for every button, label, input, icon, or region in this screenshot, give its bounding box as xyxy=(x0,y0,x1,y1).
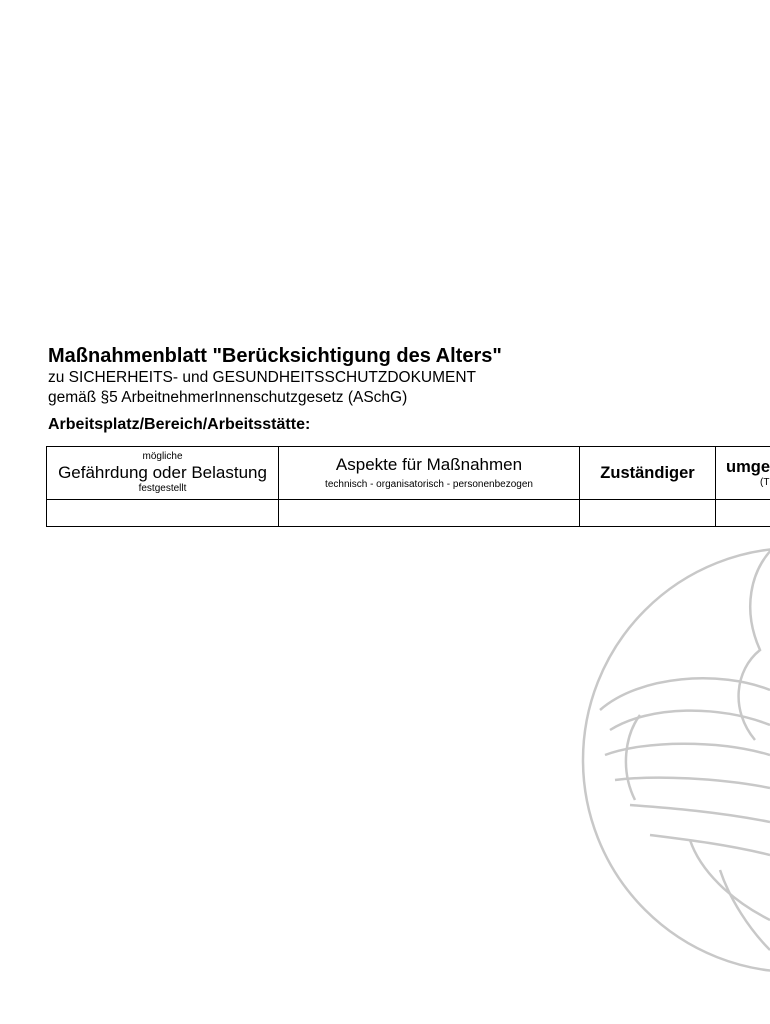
header-responsible-main: Zuständiger xyxy=(600,463,695,482)
header-measures xyxy=(279,447,580,500)
header-hazard-bottom: festgestellt xyxy=(138,483,187,494)
header-responsible xyxy=(580,447,716,500)
document-subtitle-1: zu SICHERHEITS- und GESUNDHEITSSCHUTZDOKUMENT xyxy=(48,369,477,386)
document-subtitle-2: gemäß §5 ArbeitnehmerInnenschutzgesetz (ASchG) xyxy=(48,389,408,406)
table-header-row xyxy=(47,447,770,500)
header-implemented-bottom: (T xyxy=(760,477,770,488)
document-heading xyxy=(48,344,768,435)
header-hazard xyxy=(47,447,279,500)
measures-table-wrapper xyxy=(46,446,770,530)
watermark-logo xyxy=(570,540,770,980)
header-hazard-top: mögliche xyxy=(142,451,183,462)
table-cell-implemented[interactable] xyxy=(716,500,770,527)
header-implemented xyxy=(716,447,770,500)
header-hazard-main: Gefährdung oder Belastung xyxy=(58,463,267,482)
header-implemented-main: umge xyxy=(726,458,770,476)
table-cell-hazard[interactable] xyxy=(47,500,279,527)
table-row xyxy=(47,500,770,527)
measures-table xyxy=(46,446,770,527)
header-measures-main: Aspekte für Maßnahmen xyxy=(335,455,523,474)
table-cell-measures[interactable] xyxy=(279,500,580,527)
document-title: Maßnahmenblatt "Berücksichtigung des Alters" xyxy=(48,345,502,367)
workplace-label: Arbeitsplatz/Bereich/Arbeitsstätte: xyxy=(48,416,311,433)
header-measures-bottom: technisch - organisatorisch - personenbezogen xyxy=(325,479,533,490)
table-cell-responsible[interactable] xyxy=(580,500,716,527)
